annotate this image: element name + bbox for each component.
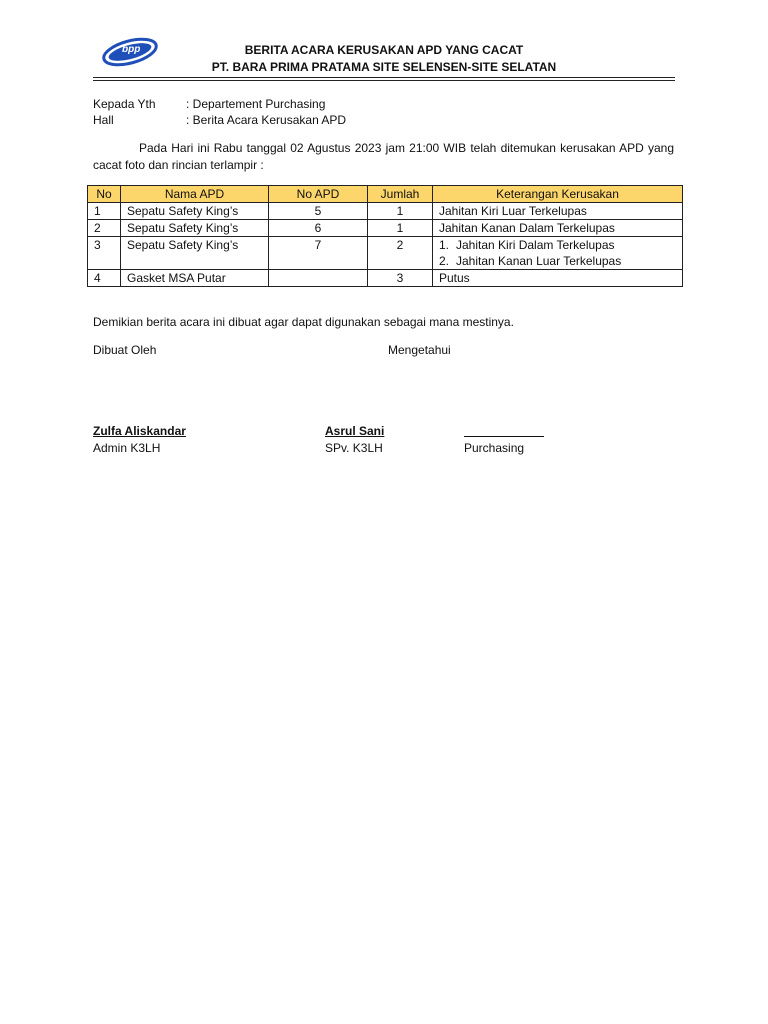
keterangan-list-item (439, 237, 676, 253)
list-text: Jahitan Kiri Dalam Terkelupas (456, 238, 615, 252)
cell-no-apd: 7 (269, 237, 368, 270)
cell-jumlah: 1 (368, 203, 433, 220)
mengetahui-label: Mengetahui (388, 343, 451, 357)
logo-text: bpp (122, 44, 141, 55)
signer2-name: Asrul Sani (325, 424, 385, 438)
cell-no-apd: 6 (269, 220, 368, 237)
cell-nama: Gasket MSA Putar (121, 270, 269, 287)
table-row (88, 237, 683, 270)
cell-jumlah: 2 (368, 237, 433, 270)
col-header-no-apd: No APD (269, 186, 368, 203)
hall-label: Hall (93, 113, 114, 127)
cell-no-apd (269, 270, 368, 287)
signer3-role: Purchasing (464, 441, 525, 455)
col-header-keterangan: Keterangan Kerusakan (433, 186, 683, 203)
table-row (88, 220, 683, 237)
col-header-no: No (88, 186, 121, 203)
list-text: Jahitan Kanan Luar Terkelupas (456, 254, 622, 268)
cell-jumlah: 1 (368, 220, 433, 237)
cell-no-apd: 5 (269, 203, 368, 220)
cell-keterangan: Jahitan Kanan Dalam Terkelupas (433, 220, 683, 237)
cell-jumlah: 3 (368, 270, 433, 287)
cell-keterangan: Putus (433, 270, 683, 287)
cell-keterangan-list (433, 237, 683, 270)
kepada-label: Kepada Yth (93, 97, 156, 111)
signer1-name: Zulfa Aliskandar (93, 424, 186, 438)
apd-damage-table (87, 185, 683, 287)
hall-value: : Berita Acara Kerusakan APD (186, 113, 347, 127)
subject-row (93, 113, 346, 127)
signer2-role: SPv. K3LH (325, 441, 383, 455)
col-header-jumlah: Jumlah (368, 186, 433, 203)
table-row (88, 203, 683, 220)
intro-paragraph: Pada Hari ini Rabu tanggal 02 Agustus 2023 jam 21:00 WIB telah ditemukan kerusakan APD yang cacat foto dan rincian terlampir : (93, 141, 674, 172)
signer1-role: Admin K3LH (93, 441, 161, 455)
dibuat-oleh-label: Dibuat Oleh (93, 343, 157, 357)
keterangan-list-item (439, 253, 676, 269)
header-divider (93, 77, 675, 78)
table-header-row (88, 186, 683, 203)
cell-keterangan: Jahitan Kiri Luar Terkelupas (433, 203, 683, 220)
signer3-signature-line (464, 436, 544, 437)
cell-nama: Sepatu Safety King’s (121, 220, 269, 237)
table-row (88, 270, 683, 287)
header-divider-double (93, 80, 675, 81)
closing-statement: Demikian berita acara ini dibuat agar dapat digunakan sebagai mana mestinya. (93, 315, 514, 329)
cell-nama: Sepatu Safety King’s (121, 203, 269, 220)
recipient-row (93, 97, 325, 111)
kepada-value: : Departement Purchasing (186, 97, 326, 111)
cell-nama: Sepatu Safety King’s (121, 237, 269, 270)
cell-no: 1 (88, 203, 121, 220)
document-subtitle: PT. BARA PRIMA PRATAMA SITE SELENSEN-SITE SELATAN (211, 60, 557, 74)
document-title: BERITA ACARA KERUSAKAN APD YANG CACAT (244, 43, 524, 57)
col-header-nama-apd: Nama APD (121, 186, 269, 203)
list-number: 1. (439, 238, 450, 252)
list-number: 2. (439, 254, 450, 268)
cell-no: 3 (88, 237, 121, 270)
cell-no: 2 (88, 220, 121, 237)
cell-no: 4 (88, 270, 121, 287)
